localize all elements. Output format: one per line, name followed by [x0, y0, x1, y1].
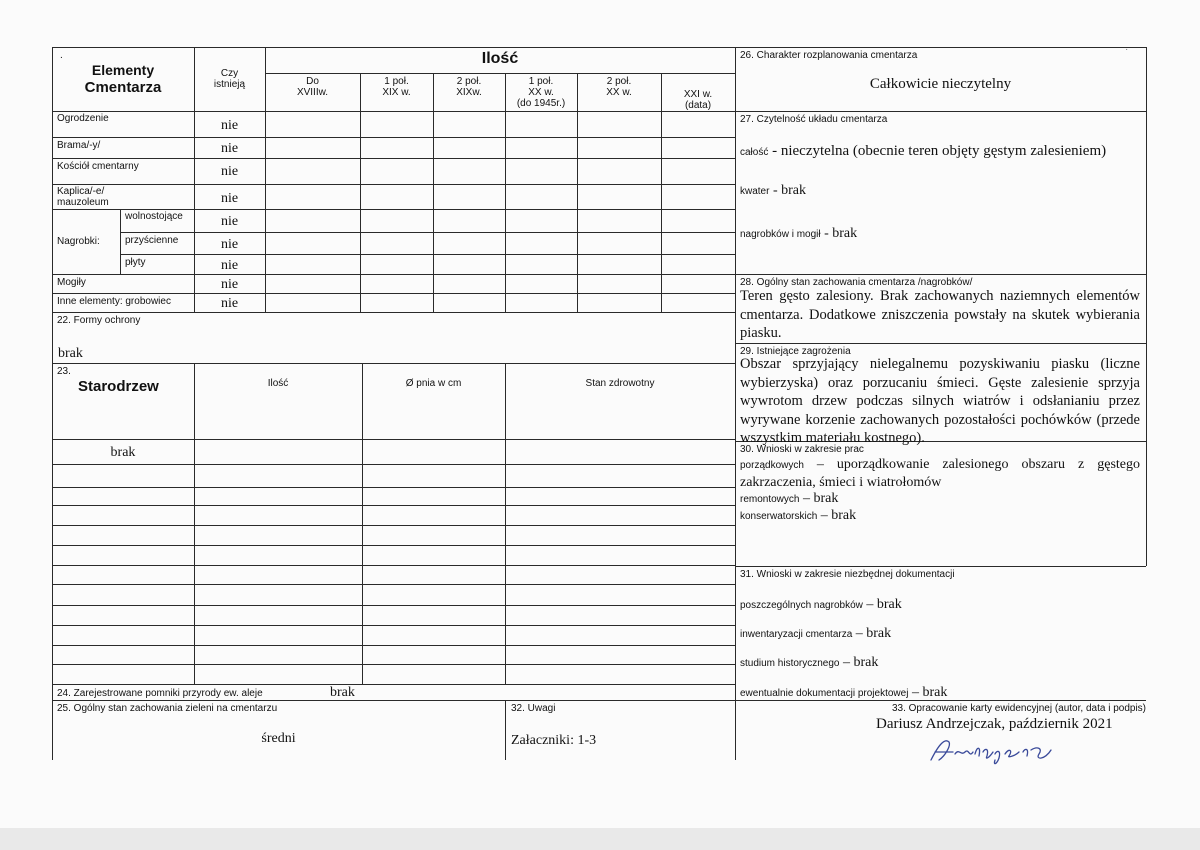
s31-title: 31. Wnioski w zakresie niezbędnej dokumentacji — [740, 569, 955, 580]
row-value-gate: nie — [220, 141, 239, 156]
s27-quarters: kwater - brak — [740, 183, 806, 198]
s23-col-health: Stan zdrowotny — [585, 378, 655, 389]
right-panel-border — [1146, 47, 1147, 566]
s31-item-history: studium historycznego – brak — [740, 655, 879, 670]
s22-value: brak — [58, 346, 83, 361]
s30-order: porządkowych – uporządkowanie zalesionego obszaru z gęstego zakrzaczenia, śmieci i wiatrołomów — [740, 457, 1140, 490]
left-table-left-border — [52, 47, 53, 760]
s32-title: 32. Uwagi — [511, 703, 556, 714]
s27-graves: nagrobków i mogił - brak — [740, 226, 858, 241]
s23-title: Starodrzew — [78, 378, 159, 395]
s25-value: średni — [261, 731, 296, 746]
s30-renovation: remontowych – brak — [740, 491, 839, 506]
period-header-19th-second: 2 poł. XIXw. — [456, 76, 482, 98]
row-value-other: nie — [220, 296, 239, 311]
row-label-chapel: Kaplica/-e/ mauzoleum — [57, 186, 109, 208]
graves-freestanding-value: nie — [220, 214, 239, 229]
quantity-header: Ilość — [481, 50, 519, 67]
row-value-fence: nie — [220, 118, 239, 133]
s28-value: Teren gęsto zalesiony. Brak zachowanych naziemnych elementów cmentarza. Dodatkowe zniszczenia powstały na skutek wybierania piasku. — [740, 288, 1140, 341]
row-label-church: Kościół cmentarny — [57, 161, 139, 172]
s33-title: 33. Opracowanie karty ewidencyjnej (autor, data i podpis) — [891, 703, 1146, 714]
period-header-21st: XXI w. (data) — [683, 89, 713, 111]
s23-number: 23. — [57, 366, 71, 377]
period-header-18th: Do XVIIIw. — [296, 76, 329, 98]
s26-value: Całkowicie nieczytelny — [869, 76, 1012, 92]
graves-freestanding-label: wolnostojące — [125, 211, 183, 222]
row-value-church: nie — [220, 164, 239, 179]
graves-wall-value: nie — [220, 237, 239, 252]
scan-bottom-edge — [0, 828, 1200, 850]
s30-conservation: konserwatorskich – brak — [740, 508, 857, 523]
row-value-mounds: nie — [220, 277, 239, 292]
s24-title: 24. Zarejestrowane pomniki przyrody ew. aleje — [57, 688, 263, 699]
row-label-mounds: Mogiły — [57, 277, 86, 288]
s28-title: 28. Ogólny stan zachowania cmentarza /nagrobków/ — [740, 277, 973, 288]
quantity-header-divider — [265, 73, 735, 74]
period-header-20th-second: 2 poł. XX w. — [606, 76, 632, 98]
s25-title: 25. Ogólny stan zachowania zieleni na cmentarzu — [57, 703, 278, 714]
graves-wall-label: przyścienne — [125, 235, 179, 246]
s23-value: brak — [110, 445, 136, 460]
s22-title: 22. Formy ochrony — [57, 315, 141, 326]
period-header-20th-first: 1 poł. XX w. (do 1945r.) — [516, 76, 566, 109]
graves-label: Nagrobki: — [57, 236, 100, 247]
elements-title-line1: Elementy — [91, 62, 155, 78]
row-value-chapel: nie — [220, 191, 239, 206]
elements-title-line2: Cmentarza — [84, 79, 162, 96]
s23-col-diameter: Ø pnia w cm — [405, 378, 462, 389]
scan-mark: · — [1125, 44, 1129, 55]
s23-col-quantity: Ilość — [267, 378, 289, 389]
center-divider — [735, 47, 736, 760]
left-table-top-border — [52, 47, 735, 48]
row-label-other: Inne elementy: grobowiec — [57, 296, 171, 307]
s33-value: Dariusz Andrzejczak, październik 2021 — [876, 716, 1113, 732]
row-label-gate: Brama/-y/ — [57, 140, 101, 151]
signature-image — [925, 734, 1065, 768]
s29-title: 29. Istniejące zagrożenia — [740, 346, 851, 357]
row-label-fence: Ogrodzenie — [57, 113, 109, 124]
header-dot: . — [60, 50, 63, 61]
s31-item-graves: poszczególnych nagrobków – brak — [740, 597, 902, 612]
exist-header-line2: istnieją — [213, 79, 246, 90]
s24-value: brak — [330, 685, 355, 700]
s32-value: Załaczniki: 1-3 — [511, 733, 597, 748]
graves-slabs-label: płyty — [125, 257, 146, 268]
s31-item-inventory: inwentaryzacji cmentarza – brak — [740, 626, 892, 641]
exist-header-line1: Czy — [220, 68, 239, 79]
s27-whole: całość - nieczytelna (obecnie teren objęty gęstym zalesieniem) — [740, 143, 1107, 159]
s26-title: 26. Charakter rozplanowania cmentarza — [740, 50, 918, 61]
s30-title: 30. Wnioski w zakresie prac — [740, 444, 864, 455]
s29-value: Obszar sprzyjający nielegalnemu pozyskiwaniu piasku (liczne wybierzyska) oraz porzucaniu śmieci. Gęste zalesienie sprzyja wywrotom drzew podczas silnych wiatrów i odsłanianiu przez wyrywane korzenie zachowanych pozostałości pochówków (przede wszystkim materiału kostnego). — [740, 356, 1140, 446]
s27-title: 27. Czytelność układu cmentarza — [740, 114, 888, 125]
period-header-19th-first: 1 poł. XIX w. — [382, 76, 411, 98]
s31-item-project: ewentualnie dokumentacji projektowej – brak — [740, 685, 948, 700]
graves-slabs-value: nie — [220, 258, 239, 273]
